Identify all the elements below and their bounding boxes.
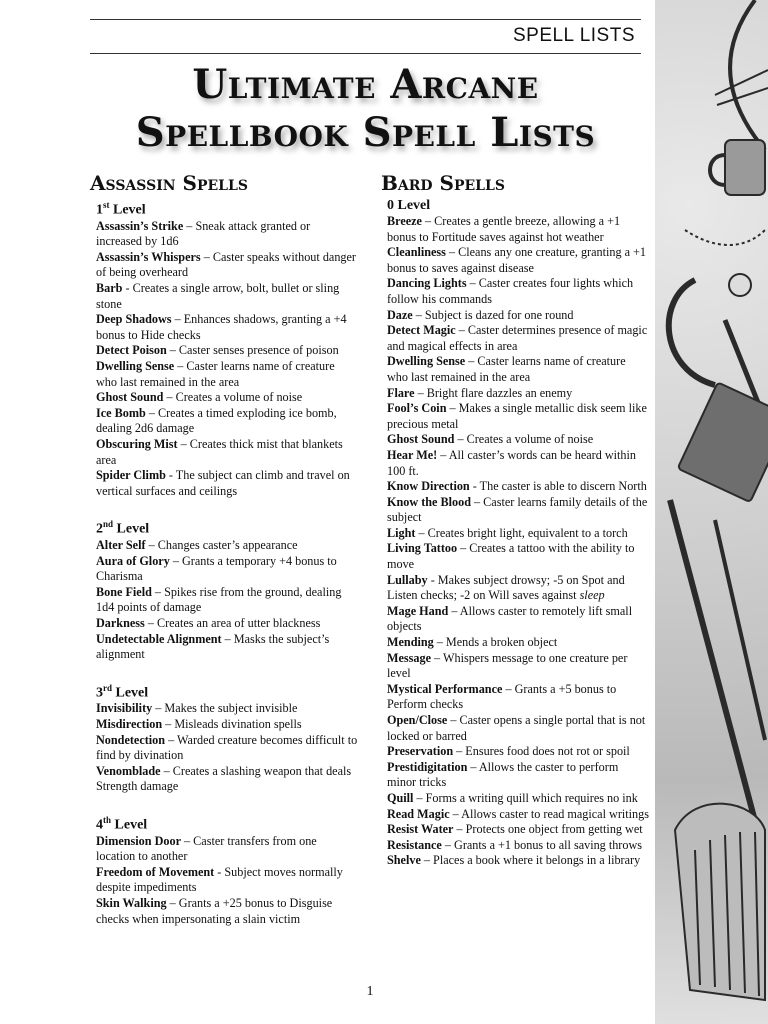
- spell-entry: [96, 632, 358, 663]
- spell-name: Know the Blood: [387, 494, 471, 509]
- spell-description: – Places a book where it belongs in a library: [420, 853, 641, 868]
- spell-description: – Creates a tattoo with the ability to move: [387, 541, 635, 572]
- spell-entry: [387, 822, 649, 838]
- spell-description: – Mends a broken object: [433, 635, 558, 650]
- spell-entry: [387, 682, 649, 713]
- spell-description: – Allows caster to remotely lift small objects: [387, 603, 633, 634]
- spell-entry: [96, 701, 358, 717]
- spell-name: Mage Hand: [387, 603, 449, 618]
- level-number: 4: [96, 817, 103, 833]
- spell-entry: [96, 437, 358, 468]
- spell-entry: [96, 896, 358, 927]
- spell-description: – Creates a volume of noise: [454, 432, 594, 447]
- spell-description: - Makes subject drowsy; -5 on Spot and Listen checks; -2 on Will saves against: [387, 572, 625, 603]
- spell-entry: [96, 554, 358, 585]
- spell-name: Mending: [387, 635, 434, 650]
- level-ordinal-suffix: nd: [103, 519, 114, 530]
- spell-description: – Caster speaks without danger of being overheard: [96, 249, 356, 280]
- section-heading-assassin: Assassin Spells: [90, 171, 248, 195]
- spell-description: – Subject is dazed for one round: [412, 307, 574, 322]
- spell-description: – Grants a +25 bonus to Disguise checks when impersonating a slain victim: [96, 896, 333, 926]
- level-ordinal-suffix: th: [103, 814, 112, 825]
- spell-name: Prestidigitation: [387, 759, 468, 774]
- spell-entry: [96, 585, 358, 616]
- spell-name: Daze: [387, 307, 413, 322]
- spell-entry: [96, 834, 358, 865]
- spell-name: Detect Poison: [96, 343, 167, 358]
- spell-description: – Changes caster’s appearance: [145, 538, 298, 552]
- spell-entry: [96, 359, 358, 390]
- spell-description: – Caster learns name of creature who last remained in the area: [387, 354, 626, 384]
- spell-description: – Sneak attack granted or increased by 1d6: [96, 218, 311, 249]
- spell-description: – Caster senses presence of poison: [166, 343, 339, 358]
- spell-name: Hear Me!: [387, 447, 438, 462]
- spell-entry: [387, 432, 649, 448]
- spell-name: Resist Water: [387, 822, 454, 837]
- spell-entry: [387, 744, 649, 760]
- spell-description: – Warded creature becomes difficult to find by divination: [96, 732, 358, 763]
- spell-entry: [96, 616, 358, 632]
- spell-name: Assassin’s Whispers: [96, 249, 201, 264]
- spell-name: Ghost Sound: [387, 432, 455, 447]
- spell-name: Misdirection: [96, 717, 163, 731]
- spell-entry: [96, 312, 358, 343]
- spell-name: Know Direction: [387, 479, 470, 494]
- spell-description: – Creates an area of utter blackness: [144, 615, 321, 630]
- spell-entry: [387, 308, 649, 324]
- spell-description: – Caster learns family details of the subject: [387, 494, 648, 525]
- spell-entry: [387, 276, 649, 307]
- spell-entry: [387, 401, 649, 432]
- spell-description: – Creates a timed exploding ice bomb, dealing 2d6 damage: [96, 405, 337, 436]
- spell-description: – Misleads divination spells: [162, 717, 302, 731]
- spell-name: Ghost Sound: [96, 390, 164, 405]
- page-title-line-2: Spellbook Spell Lists: [135, 109, 596, 156]
- spell-name: Open/Close: [387, 713, 448, 727]
- spell-description: – Grants a temporary +4 bonus to Charisma: [96, 553, 337, 584]
- spell-description-emphasis: sleep: [579, 588, 605, 603]
- spell-entry: [387, 354, 649, 385]
- spell-name: Detect Magic: [387, 323, 456, 338]
- level-word: Level: [115, 685, 149, 701]
- spell-name: Ice Bomb: [96, 405, 146, 420]
- page-title-line-1: Ultimate Arcane: [192, 61, 539, 108]
- spell-description: – Makes the subject invisible: [152, 701, 298, 716]
- spell-entry: [387, 386, 649, 402]
- spell-entry: [387, 853, 649, 869]
- spell-name: Dwelling Sense: [96, 359, 175, 373]
- spell-name: Dancing Lights: [387, 276, 467, 291]
- spell-description: - The subject can climb and travel on vertical surfaces and ceilings: [96, 468, 350, 498]
- spell-name: Assassin’s Strike: [96, 218, 184, 233]
- spell-name: Lullaby: [387, 572, 428, 587]
- spell-entry: [96, 390, 358, 406]
- level-word: Level: [114, 817, 148, 833]
- spell-entry: [96, 468, 358, 499]
- spell-entry: [96, 343, 358, 359]
- spell-description: – Creates a gentle breeze, allowing a +1 bonus to Fortitude saves against hot weather: [387, 214, 621, 244]
- spell-entry: [96, 865, 358, 896]
- spell-description: – Protects one object from getting wet: [453, 822, 643, 837]
- spell-name: Light: [387, 525, 416, 540]
- spell-entry: [387, 791, 649, 807]
- level-heading: [96, 197, 358, 219]
- spell-entry: [387, 651, 649, 682]
- spell-name: Venomblade: [96, 763, 161, 778]
- spell-entry: [96, 733, 358, 764]
- spell-description: – Masks the subject’s alignment: [96, 631, 330, 662]
- spell-name: Mystical Performance: [387, 681, 503, 696]
- page-number: 1: [366, 984, 374, 999]
- spell-entry: [387, 604, 649, 635]
- spell-entry: [96, 281, 358, 312]
- spell-entry: [96, 764, 358, 795]
- level-ordinal-suffix: st: [103, 200, 110, 210]
- spell-entry: [387, 526, 649, 542]
- level-ordinal-suffix: rd: [103, 682, 112, 693]
- section-heading-bard: Bard Spells: [381, 171, 505, 195]
- spell-name: Dwelling Sense: [387, 354, 466, 369]
- header-label: SPELL LISTS: [512, 25, 635, 46]
- spell-description: - Creates a single arrow, bolt, bullet or sling stone: [96, 281, 340, 311]
- spell-name: Living Tattoo: [387, 541, 458, 556]
- bard-level-0-list: [387, 214, 649, 869]
- spell-entry: [387, 635, 649, 651]
- header-bottom-rule: [90, 53, 641, 54]
- spell-entry: [387, 495, 649, 526]
- spell-name: Invisibility: [96, 701, 153, 716]
- spell-entry: [387, 713, 649, 744]
- spell-description: – Forms a writing quill which requires no ink: [413, 790, 638, 805]
- level-number: 2: [96, 522, 103, 537]
- spell-name: Spider Climb: [96, 468, 166, 483]
- spell-description: – Caster creates four lights which follow his commands: [387, 276, 634, 306]
- level-heading: [96, 516, 358, 538]
- spell-name: Resistance: [387, 837, 442, 852]
- spell-entry: [96, 717, 358, 733]
- spell-description: – Creates bright light, equivalent to a torch: [415, 525, 628, 540]
- spell-entry: [96, 250, 358, 281]
- spell-entry: [387, 760, 649, 791]
- bard-spells-column: [381, 170, 649, 869]
- assassin-levels: [96, 197, 358, 927]
- spell-description: – Caster transfers from one location to another: [96, 833, 317, 864]
- spell-name: Obscuring Mist: [96, 436, 178, 451]
- spell-entry: [96, 538, 358, 554]
- adventurer-gear-border-illustration: [655, 0, 768, 1024]
- level-number: 1: [96, 202, 103, 218]
- spell-name: Message: [387, 650, 431, 665]
- spell-description: – Cleans any one creature, granting a +1 bonus to saves against disease: [387, 245, 647, 275]
- spell-name: Freedom of Movement: [96, 864, 215, 879]
- spell-name: Shelve: [387, 853, 421, 868]
- assassin-spells-column: [90, 170, 358, 927]
- spell-description: – Creates a slashing weapon that deals Strength damage: [96, 763, 352, 794]
- spell-entry: [387, 838, 649, 854]
- spell-description: – Grants a +1 bonus to all saving throws: [441, 837, 643, 852]
- spell-entry: [96, 406, 358, 437]
- spell-name: Undetectable Alignment: [96, 631, 222, 646]
- spell-description: - Subject moves normally despite impediments: [96, 864, 343, 895]
- spell-description: – Creates a volume of noise: [163, 390, 303, 405]
- spell-name: Quill: [387, 790, 414, 805]
- spell-name: Aura of Glory: [96, 553, 170, 568]
- spell-name: Skin Walking: [96, 896, 167, 910]
- spell-description: – Spikes rise from the ground, dealing 1d4 points of damage: [96, 584, 342, 615]
- spell-description: – Allows the caster to perform minor tricks: [387, 759, 619, 790]
- spell-description: – All caster’s words can be heard within 100 ft.: [387, 447, 636, 478]
- spell-name: Preservation: [387, 744, 454, 759]
- spell-description: – Allows caster to read magical writings: [449, 806, 649, 821]
- spell-entry: [387, 323, 649, 354]
- spell-description: - The caster is able to discern North: [469, 479, 647, 494]
- spell-name: Alter Self: [96, 538, 146, 552]
- spell-name: Nondetection: [96, 732, 166, 747]
- spell-description: – Caster learns name of creature who last remained in the area: [96, 359, 335, 389]
- level-heading: 0 Level: [387, 198, 431, 213]
- spell-name: Deep Shadows: [96, 312, 172, 327]
- spell-name: Bone Field: [96, 584, 152, 599]
- spell-description: – Ensures food does not rot or spoil: [453, 744, 630, 759]
- spell-description: – Caster determines presence of magic and magical effects in area: [387, 323, 648, 353]
- spell-description: – Creates thick mist that blankets area: [96, 436, 343, 467]
- level-word: Level: [113, 202, 146, 218]
- spell-description: – Grants a +5 bonus to Perform checks: [387, 681, 617, 712]
- spell-name: Barb: [96, 281, 123, 296]
- spell-entry: [387, 448, 649, 479]
- spell-description: – Whispers message to one creature per level: [387, 650, 628, 681]
- level-number: 3: [96, 685, 103, 701]
- spell-name: Darkness: [96, 615, 145, 630]
- spell-entry: [387, 807, 649, 823]
- spell-entry: [387, 573, 649, 604]
- spell-description: – Enhances shadows, granting a +4 bonus to Hide checks: [96, 312, 347, 342]
- spell-name: Fool’s Coin: [387, 401, 447, 416]
- spell-description: – Bright flare dazzles an enemy: [414, 385, 573, 400]
- level-word: Level: [116, 522, 150, 537]
- spell-entry: [387, 245, 649, 276]
- spell-entry: [96, 219, 358, 250]
- spell-entry: [387, 541, 649, 572]
- spell-name: Dimension Door: [96, 833, 181, 848]
- spell-name: Cleanliness: [387, 245, 446, 260]
- spell-name: Read Magic: [387, 806, 450, 821]
- spell-entry: [387, 214, 649, 245]
- level-heading: [96, 680, 358, 702]
- header-top-rule: [90, 19, 641, 20]
- spell-description: – Makes a single metallic disk seem like precious metal: [387, 401, 647, 431]
- spell-name: Breeze: [387, 214, 422, 228]
- spell-entry: [387, 479, 649, 495]
- level-heading: [96, 812, 358, 834]
- spell-name: Flare: [387, 385, 415, 400]
- spell-description: – Caster opens a single portal that is not locked or barred: [387, 713, 646, 743]
